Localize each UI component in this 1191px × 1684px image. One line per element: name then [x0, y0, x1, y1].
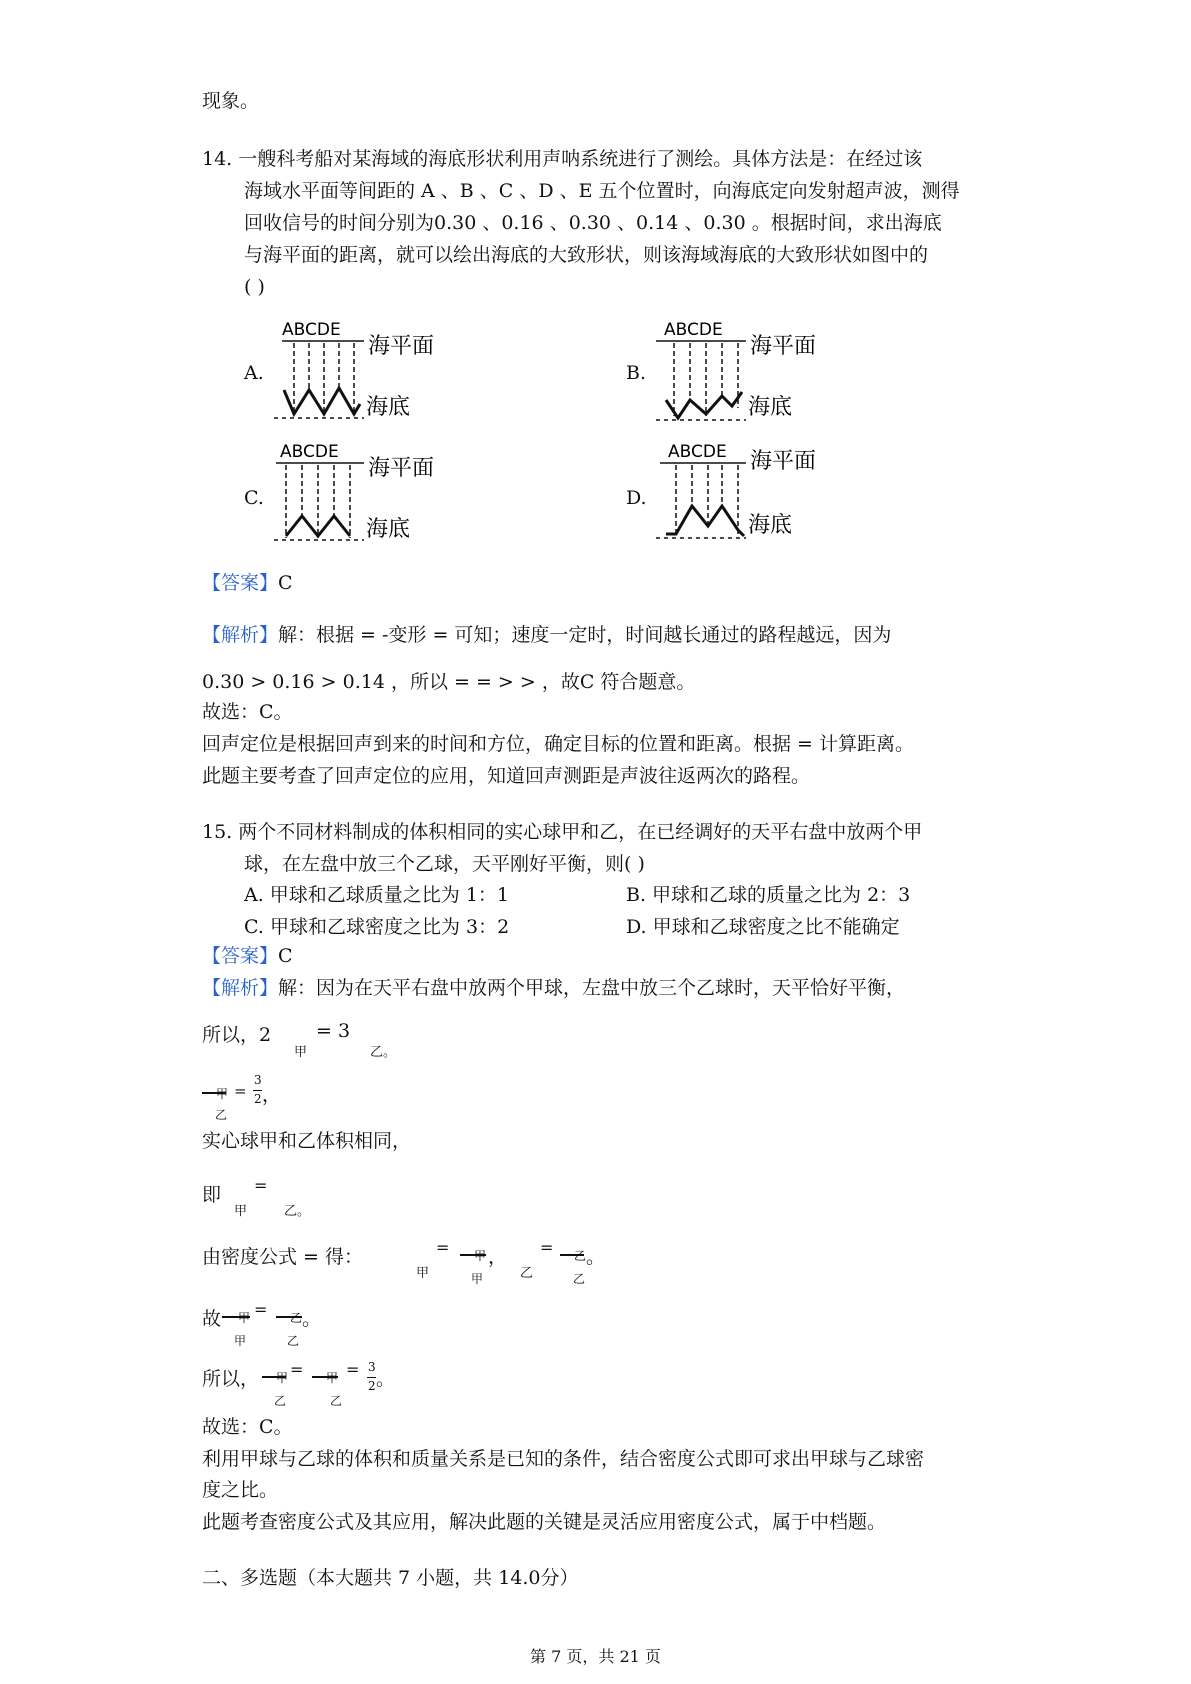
fraction-numerator: 甲: [238, 1311, 251, 1325]
text-part: 所以，: [202, 1368, 260, 1390]
analysis-line: [202, 620, 891, 650]
fraction-denominator: 乙: [573, 1272, 586, 1286]
fraction-numerator: 甲: [216, 1087, 229, 1101]
analysis-line: 此题主要考查了回声定位的应用，知道回声测距是声波往返两次的路程。: [202, 765, 811, 787]
diagram-points-label: ABCDE: [282, 320, 341, 340]
option-c-label: C.: [244, 487, 264, 509]
text-line: 现象。: [202, 90, 260, 112]
diagram-points-label: ABCDE: [664, 320, 723, 340]
diagram-points-label: ABCDE: [668, 442, 727, 462]
analysis-line: 回声定位是根据回声到来的时间和方位，确定目标的位置和距离。根据 = 计算距离。: [202, 733, 915, 755]
fraction-denominator: 乙: [215, 1108, 228, 1122]
subscript: 乙。: [370, 1045, 397, 1060]
option-b-label: B.: [626, 362, 647, 384]
text-line: 实心球甲和乙体积相同，: [202, 1130, 412, 1152]
subscript: 乙: [520, 1266, 534, 1281]
fraction-bar: [367, 1377, 376, 1378]
diagram-c: [272, 440, 442, 548]
equals-sign: =: [254, 1176, 268, 1195]
answer-line: [202, 941, 293, 971]
equals-sign: =: [290, 1360, 304, 1379]
sea-bottom-label: 海底: [366, 395, 411, 420]
page-footer: 第 7 页，共 21 页: [530, 1647, 661, 1666]
q14-line: ( ): [244, 276, 265, 298]
punctuation: 。: [302, 1308, 322, 1330]
equals-sign: =: [436, 1238, 450, 1257]
analysis-line: 0.30 > 0.16 > 0.14 ，所以 = = > > ，故C 符合题意。: [202, 671, 696, 693]
answer-line: [202, 568, 293, 598]
punctuation: ，: [262, 1084, 282, 1106]
fraction-denominator: 2: [368, 1379, 376, 1393]
fraction-denominator: 甲: [234, 1334, 247, 1348]
sea-surface-label: 海平面: [368, 334, 435, 359]
analysis-tag: 【解析】: [202, 977, 279, 999]
analysis-line: [202, 973, 905, 1003]
sea-bottom-label: 海底: [748, 395, 793, 420]
punctuation: 。: [376, 1368, 396, 1390]
fraction-denominator: 2: [254, 1092, 262, 1106]
fraction-numerator: 乙: [290, 1311, 303, 1325]
text-line: 故选：C。: [202, 1416, 293, 1438]
section-heading: 二、多选题（本大题共 7 小题，共 14.0分）: [202, 1567, 579, 1589]
fraction-numerator: 3: [254, 1073, 262, 1087]
answer-value: C: [278, 945, 293, 967]
text-part: 故: [202, 1308, 222, 1330]
equals-sign: =: [234, 1082, 247, 1100]
analysis-line: 故选：C。: [202, 701, 293, 723]
text-part: 即: [202, 1184, 222, 1206]
q15-option-d: D. 甲球和乙球密度之比不能确定: [626, 916, 900, 938]
diagram-a: [272, 318, 442, 426]
sea-surface-label: 海平面: [368, 456, 435, 481]
fraction-denominator: 甲: [471, 1272, 484, 1286]
answer-tag: 【答案】: [202, 945, 279, 967]
answer-tag: 【答案】: [202, 572, 279, 594]
sea-surface-label: 海平面: [750, 334, 817, 359]
fraction-denominator: 乙: [287, 1334, 300, 1348]
formula-line: 由密度公式 = 得：: [202, 1246, 363, 1268]
equals-sign: =: [540, 1238, 554, 1257]
q14-line: 与海平面的距离，就可以绘出海底的大致形状，则该海域海底的大致形状如图中的: [244, 244, 929, 266]
text-line: 度之比。: [202, 1479, 279, 1501]
fraction-bar: [253, 1090, 262, 1091]
diagram-d: [654, 440, 824, 548]
text-line: 利用甲球与乙球的体积和质量关系是已知的条件，结合密度公式即可求出甲球与乙球密: [202, 1448, 925, 1470]
q15-line: 球，在左盘中放三个乙球，天平刚好平衡，则( ): [244, 853, 645, 875]
subscript: 乙。: [284, 1204, 311, 1219]
analysis-text: 解：因为在天平右盘中放两个甲球，左盘中放三个乙球时，天平恰好平衡，: [278, 977, 906, 999]
subscript: 甲: [234, 1204, 248, 1219]
q15-option-b: B. 甲球和乙球的质量之比为 2：3: [626, 884, 911, 906]
subscript: 甲: [416, 1266, 430, 1281]
fraction-numerator: 乙: [574, 1249, 587, 1263]
sea-bottom-label: 海底: [366, 517, 411, 542]
fraction-denominator: 乙: [274, 1394, 287, 1408]
diagram-b: [654, 318, 824, 426]
fraction-numerator: 甲: [276, 1371, 289, 1385]
q15-option-c: C. 甲球和乙球密度之比为 3：2: [244, 916, 510, 938]
diagram-points-label: ABCDE: [280, 442, 339, 462]
sea-surface-label: 海平面: [750, 449, 817, 474]
analysis-tag: 【解析】: [202, 624, 279, 646]
option-d-label: D.: [626, 487, 647, 509]
fraction-numerator: 3: [368, 1360, 376, 1374]
q15-line: 15. 两个不同材料制成的体积相同的实心球甲和乙，在已经调好的天平右盘中放两个甲: [202, 821, 923, 843]
fraction-denominator: 乙: [330, 1394, 343, 1408]
punctuation: ，: [488, 1246, 508, 1268]
punctuation: 。: [586, 1246, 606, 1268]
analysis-text: 解：根据 = -变形 = 可知；速度一定时，时间越长通过的路程越远，因为: [278, 624, 892, 646]
text-line: 此题考查密度公式及其应用，解决此题的关键是灵活应用密度公式，属于中档题。: [202, 1511, 887, 1533]
equals-sign: =: [346, 1360, 360, 1379]
q14-line: 回收信号的时间分别为0.30 、0.16 、0.30 、0.14 、0.30 。根据时间，求出海底: [244, 212, 942, 234]
equals-sign: =: [254, 1300, 268, 1319]
subscript: 甲: [294, 1045, 308, 1060]
sea-bottom-label: 海底: [748, 513, 793, 538]
q14-line: 海域水平面等间距的 A 、B 、C 、D 、E 五个位置时，向海底定向发射超声波，测得: [244, 180, 960, 202]
q14-line: 14. 一艘科考船对某海域的海底形状利用声呐系统进行了测绘。具体方法是：在经过该: [202, 148, 923, 170]
formula-part: = 3: [316, 1020, 351, 1042]
fraction-numerator: 甲: [326, 1371, 339, 1385]
option-a-label: A.: [244, 362, 264, 384]
q15-option-a: A. 甲球和乙球质量之比为 1：1: [244, 884, 510, 906]
formula-line: 所以，2: [202, 1024, 272, 1046]
answer-value: C: [278, 572, 293, 594]
fraction-numerator: 甲: [474, 1249, 487, 1263]
